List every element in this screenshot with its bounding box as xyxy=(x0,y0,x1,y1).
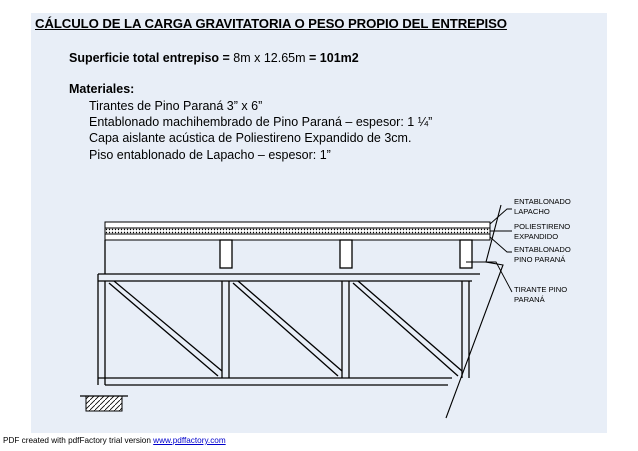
surface-result: = 101m2 xyxy=(309,51,359,65)
polystyrene-layer xyxy=(105,228,490,234)
page-title: CÁLCULO DE LA CARGA GRAVITATORIA O PESO PROPIO DEL ENTREPISO xyxy=(35,16,507,31)
material-item: Tirantes de Pino Paraná 3” x 6” xyxy=(89,99,263,113)
callout-line: ENTABLONADO xyxy=(514,245,571,254)
pdffactory-link[interactable]: www.pdffactory.com xyxy=(153,436,226,445)
material-item: Piso entablonado de Lapacho – espesor: 1” xyxy=(89,147,331,162)
lapacho-floor-layer xyxy=(105,222,490,228)
surface-label: Superficie total entrepiso = xyxy=(69,51,230,65)
callout-lapacho xyxy=(514,197,571,217)
callout-line: PINO PARANÁ xyxy=(514,254,566,264)
callout-line: LAPACHO xyxy=(514,206,550,216)
support-hatch-icon xyxy=(80,396,128,411)
pine-board-layer xyxy=(105,234,490,240)
callout-line: TIRANTE PINO xyxy=(514,285,568,294)
joist-cross-sections xyxy=(220,240,472,268)
truss-beam xyxy=(98,240,480,385)
surface-dimensions: 8m x 12.65m xyxy=(229,51,310,65)
callout-pino xyxy=(514,245,571,265)
callout-line: ENTABLONADO xyxy=(514,197,571,206)
materials-heading: Materiales: xyxy=(69,82,135,96)
callout-line: EXPANDIDO xyxy=(514,231,559,241)
callout-line: PARANÁ xyxy=(514,294,545,304)
material-item: Capa aislante acústica de Poliestireno Expandido de 3cm. xyxy=(89,131,412,146)
callout-tirante xyxy=(514,285,567,305)
callout-poliestireno xyxy=(514,222,570,242)
footer-text: PDF created with pdfFactory trial version xyxy=(3,436,154,445)
pdf-footer xyxy=(3,436,226,445)
material-item: Entablonado machihembrado de Pino Paraná – espesor: 1 ¼” xyxy=(89,115,433,130)
callout-line: POLIESTIRENO xyxy=(514,222,571,231)
